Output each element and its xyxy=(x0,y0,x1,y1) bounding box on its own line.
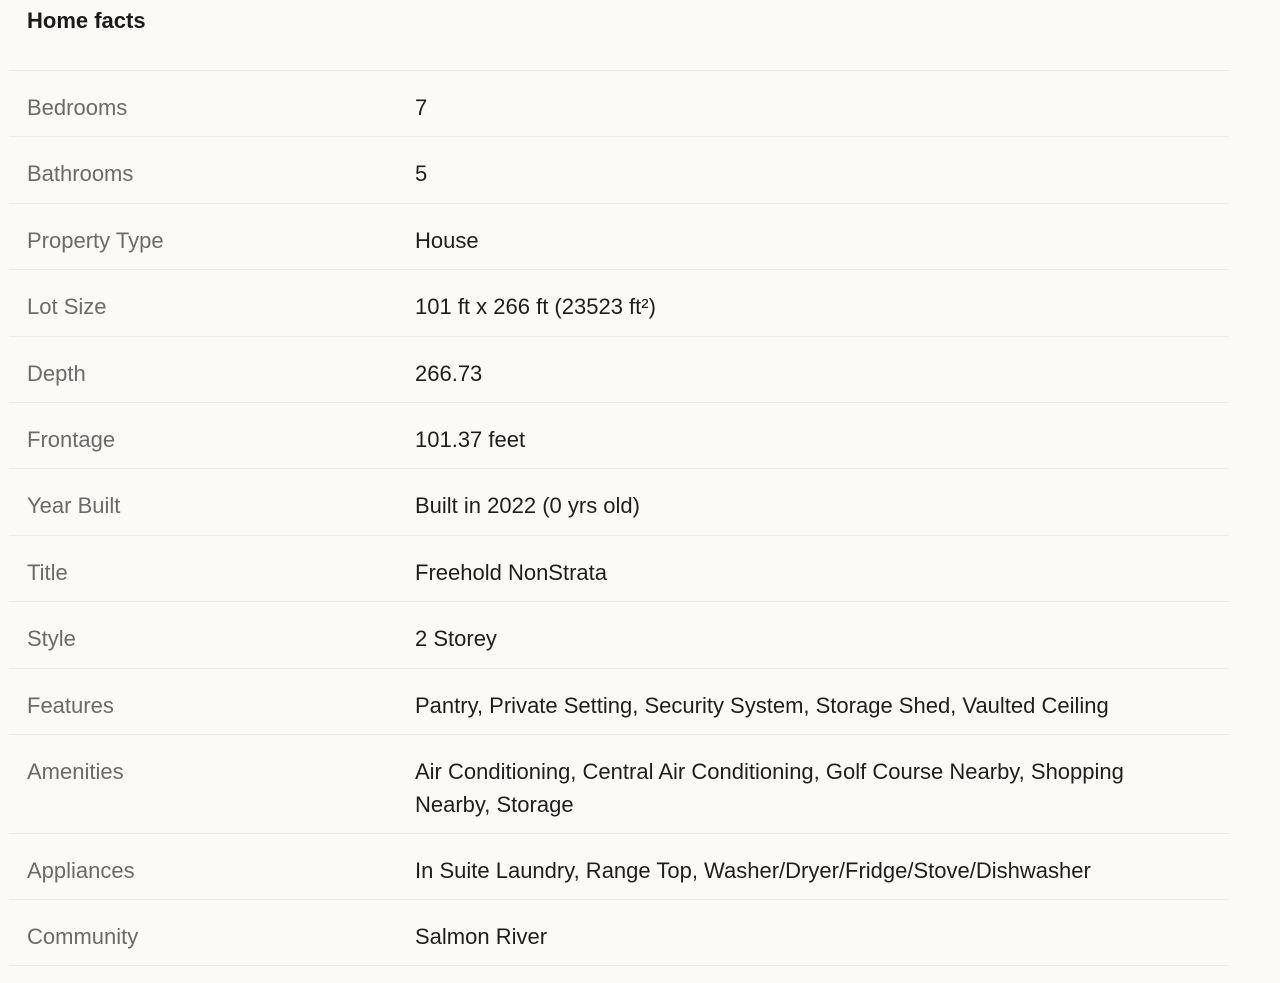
fact-value: Freehold NonStrata xyxy=(415,559,607,585)
fact-value: 266.73 xyxy=(415,360,483,386)
fact-label: Property Type xyxy=(27,227,164,253)
fact-label: Year Built xyxy=(27,493,121,519)
fact-row-bathrooms xyxy=(9,137,1229,203)
fact-row-depth xyxy=(9,337,1229,403)
fact-value: Air Conditioning, Central Air Conditioning, Golf Course Nearby, Shopping Nearby, Storage xyxy=(415,758,1124,817)
fact-label: Bedrooms xyxy=(27,95,128,120)
fact-value: House xyxy=(415,227,479,253)
fact-value: Salmon River xyxy=(415,923,548,949)
fact-row-frontage xyxy=(9,403,1229,469)
fact-value: 101.37 feet xyxy=(415,426,526,452)
fact-label: Features xyxy=(27,692,114,718)
facts-table xyxy=(9,70,1229,966)
fact-row-community xyxy=(9,900,1229,966)
fact-row-property-type xyxy=(9,204,1229,270)
fact-row-bedrooms xyxy=(9,71,1229,137)
fact-label: Appliances xyxy=(27,857,135,883)
fact-label: Amenities xyxy=(27,758,124,784)
fact-label: Lot Size xyxy=(27,294,107,320)
section-title: Home facts xyxy=(27,8,146,33)
fact-label: Depth xyxy=(27,360,86,386)
fact-row-lot-size xyxy=(9,270,1229,336)
fact-row-year-built xyxy=(9,469,1229,535)
fact-label: Title xyxy=(27,559,68,585)
fact-value: 2 Storey xyxy=(415,626,497,652)
fact-row-title xyxy=(9,536,1229,602)
fact-value: Pantry, Private Setting, Security System, Storage Shed, Vaulted Ceiling xyxy=(415,692,1109,718)
fact-row-style xyxy=(9,602,1229,668)
fact-row-features xyxy=(9,669,1229,735)
fact-label: Style xyxy=(27,626,76,652)
fact-row-appliances xyxy=(9,834,1229,900)
fact-value: 5 xyxy=(415,161,428,187)
fact-row-amenities xyxy=(9,735,1229,834)
fact-value: 7 xyxy=(415,95,428,120)
fact-label: Frontage xyxy=(27,426,116,452)
fact-value: 101 ft x 266 ft (23523 ft²) xyxy=(415,294,656,320)
fact-value: In Suite Laundry, Range Top, Washer/Dryer/Fridge/Stove/Dishwasher xyxy=(415,857,1091,883)
fact-label: Community xyxy=(27,923,139,949)
fact-label: Bathrooms xyxy=(27,161,134,187)
fact-value: Built in 2022 (0 yrs old) xyxy=(415,493,640,519)
